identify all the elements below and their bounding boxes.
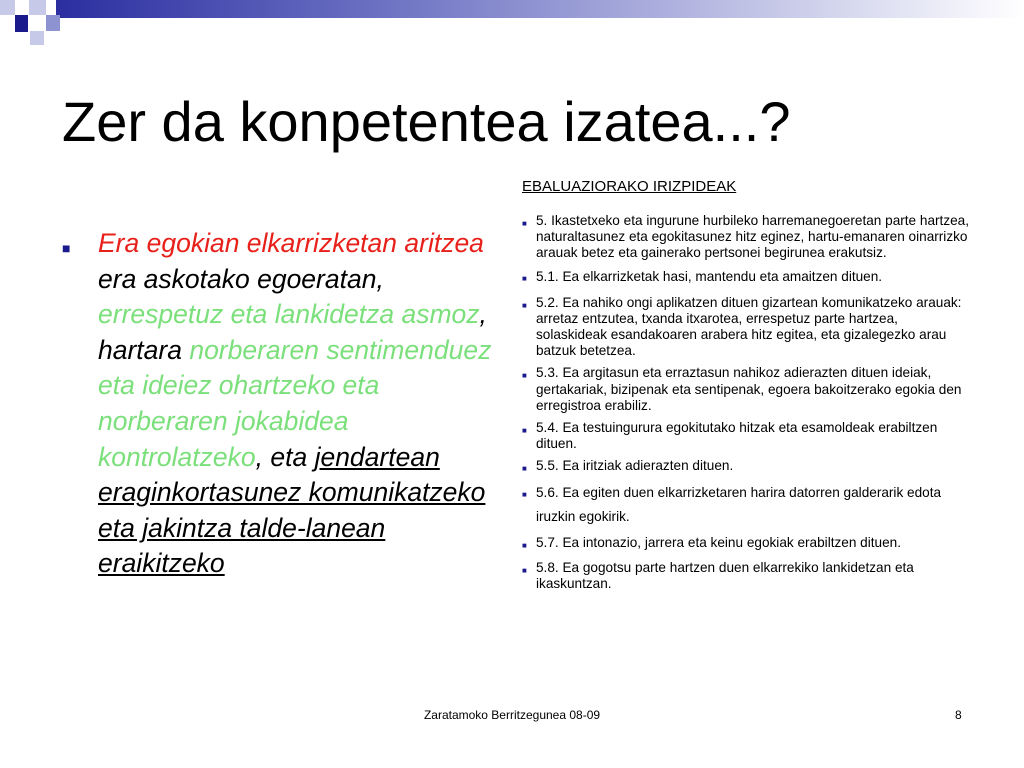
square-bullet-icon: ■ [522, 371, 527, 381]
plain-text-2: , hartara [98, 299, 487, 365]
highlight-green-text-1: errespetuz eta lankidetza asmoz [98, 299, 480, 330]
square-bullet-icon: ■ [522, 219, 527, 228]
list-item: ■ 5.1. Ea elkarrizketak hasi, mantendu eta amaitzen dituen. [522, 268, 972, 289]
highlight-green-text-2: norberaren sentimenduez eta ideiez ohartzeko eta norberaren jokabidea kontrolatzeko [98, 334, 492, 472]
square-bullet-icon: ■ [522, 300, 527, 310]
square-bullet-icon: ■ [522, 426, 527, 436]
list-item: ■ 5.7. Ea intonazio, jarrera eta keinu egokiak erabiltzen dituen. [522, 535, 972, 554]
list-item: ■ 5.4. Ea testuingurura egokitutako hitzak eta esamoldeak erabiltzen dituen. [522, 420, 938, 452]
footer-text: Zaratamoko Berritzegunea 08-09 [423, 708, 601, 722]
underlined-text: jendartean eraginkortasunez komunikatzeko eta jakintza talde-lanean eraikitzeko [98, 441, 486, 579]
highlight-red-text: Era egokian elkarrizketan aritzea [98, 228, 484, 258]
list-item: ■ 5.8. Ea gogotsu parte hartzen duen elkarrekiko lankidetzan eta ikaskuntzan. [522, 559, 914, 592]
page-number: 8 [955, 708, 962, 722]
square-bullet-icon: ■ [522, 464, 527, 474]
main-bullet-text [98, 226, 502, 582]
plain-text-1: era askotako egoeratan, [98, 263, 384, 294]
square-bullet-icon: ■ [522, 273, 527, 283]
list-item: ■ 5.2. Ea nahiko ongi aplikatzen dituen gizartean komunikatzeko arauak: arretaz entzutea, txanda itxarotea, errespetuz parte hartzea, solaskideak esandakoaren arabera hitz egitea, eta gizalegezko arau batzuk betetzea. [522, 294, 962, 359]
corner-decoration [0, 0, 1024, 48]
square-bullet-icon: ■ [522, 565, 527, 575]
square-bullet-icon: ■ [522, 540, 527, 550]
slide-title: Zer da konpetentea izatea...? [62, 90, 791, 153]
square-bullet-icon: ■ [62, 240, 71, 256]
criteria-heading: EBALUAZIORAKO IRIZPIDEAK [522, 178, 737, 195]
plain-text-3: , eta [255, 441, 315, 472]
list-item: ■ 5. Ikastetxeko eta ingurune hurbileko harremanegoeretan parte hartzea, naturaltasunez eta egokitasunez hitz eginez, hartu-emanaren oinarrizko arauak betez eta gainerako pertsonei begirunea erakutsiz. [522, 213, 970, 261]
criteria-list [522, 213, 972, 592]
square-bullet-icon: ■ [522, 489, 527, 499]
list-item: ■ 5.3. Ea argitasun eta erraztasun nahikoz adierazten dituen ideiak, gertakariak, bizipenak eta sentipenak, egoera bakoitzerako egokia den erregistroa erabiliz. [522, 365, 962, 413]
list-item: ■ 5.5. Ea iritziak adierazten dituen. [522, 458, 972, 477]
criteria-panel [522, 178, 972, 598]
main-bullet [62, 226, 502, 582]
list-item: ■ 5.6. Ea egiten duen elkarrizketaren harira datorren galderarik edota iruzkin egokirik. [522, 484, 972, 529]
